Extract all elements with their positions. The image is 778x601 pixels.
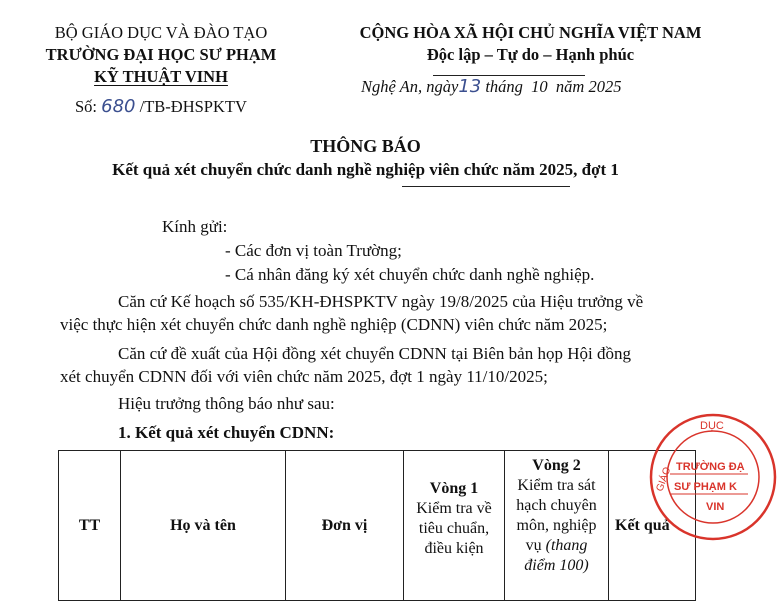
round2-line3: môn, nghiệp	[516, 517, 597, 534]
table-header-row	[59, 451, 696, 601]
school-name-line2	[0, 66, 322, 88]
date-line	[361, 76, 621, 97]
number-handwritten: 680	[101, 96, 136, 117]
document-number	[75, 96, 247, 117]
ministry-name: BỘ GIÁO DỤC VÀ ĐÀO TẠO	[54, 23, 268, 42]
round2-italic2: điểm 100)	[524, 557, 589, 574]
round2-line4	[505, 536, 608, 556]
round2-italic1: (thang	[545, 537, 588, 554]
para2-line1: Căn cứ đề xuất của Hội đồng xét chuyển CDNN tại Biên bản họp Hội đồng	[118, 344, 631, 363]
school-name-line1: TRƯỜNG ĐẠI HỌC SƯ PHẠM	[45, 45, 277, 64]
para2-line2: xét chuyển CDNN đối với viên chức năm 2025, đợt 1 ngày 11/10/2025;	[60, 367, 548, 386]
date-month-year: tháng 10 năm 2025	[485, 77, 622, 96]
school-name-line2-text: KỸ THUẬT VINH	[94, 67, 228, 86]
round1-line2: tiêu chuẩn,	[418, 520, 490, 537]
results-table	[58, 450, 696, 601]
section-1-heading: 1. Kết quả xét chuyển CDNN:	[118, 423, 335, 442]
stamp-line2: SƯ PHẠM K	[674, 481, 737, 493]
header-round2	[505, 451, 609, 601]
subtitle-underline	[402, 186, 570, 187]
header-tt: TT	[59, 451, 121, 601]
document-title: THÔNG BÁO	[310, 136, 421, 156]
para1-line1: Căn cứ Kế hoạch số 535/KH-ĐHSPKTV ngày 19/8/2025 của Hiệu trưởng về	[118, 292, 644, 311]
round1-title: Vòng 1	[429, 480, 479, 497]
document-subtitle: Kết quả xét chuyển chức danh nghề nghiệp viên chức năm 2025, đợt 1	[112, 160, 619, 179]
date-prefix: Nghệ An, ngày	[361, 77, 459, 96]
round2-vu: vụ	[525, 537, 542, 554]
round2-title: Vòng 2	[532, 457, 581, 474]
stamp-left-text: GIÁO	[654, 465, 674, 494]
recipient-2: - Cá nhân đăng ký xét chuyển chức danh nghề nghiệp.	[225, 265, 595, 284]
round1-line3: điều kiện	[424, 540, 484, 557]
stamp-line1: TRƯỜNG ĐẠ	[676, 461, 745, 473]
official-stamp	[648, 412, 778, 542]
recipient-1: - Các đơn vị toàn Trường;	[225, 241, 402, 260]
greeting: Kính gửi:	[162, 217, 228, 236]
round2-line2: hạch chuyên	[516, 497, 597, 514]
header-result: Kết quả	[609, 451, 696, 601]
round2-line1: Kiểm tra sát	[517, 477, 596, 494]
number-prefix: Số:	[75, 97, 98, 116]
announcement: Hiệu trưởng thông báo như sau:	[118, 394, 335, 413]
national-motto: Độc lập – Tự do – Hạnh phúc	[426, 45, 635, 64]
round1-line1: Kiểm tra về	[416, 500, 492, 517]
header-round1	[404, 451, 505, 601]
stamp-top-text: DỤC	[700, 420, 724, 432]
stamp-line3: VIN	[706, 501, 725, 513]
header-name: Họ và tên	[121, 451, 286, 601]
header-unit: Đơn vị	[286, 451, 404, 601]
para1-line2: việc thực hiện xét chuyển chức danh nghề nghiệp (CDNN) viên chức năm 2025;	[60, 315, 608, 334]
number-suffix: /TB-ĐHSPKTV	[139, 97, 247, 116]
country-name: CỘNG HÒA XÃ HỘI CHỦ NGHĨA VIỆT NAM	[359, 23, 702, 42]
date-day-handwritten: 13	[458, 76, 482, 97]
